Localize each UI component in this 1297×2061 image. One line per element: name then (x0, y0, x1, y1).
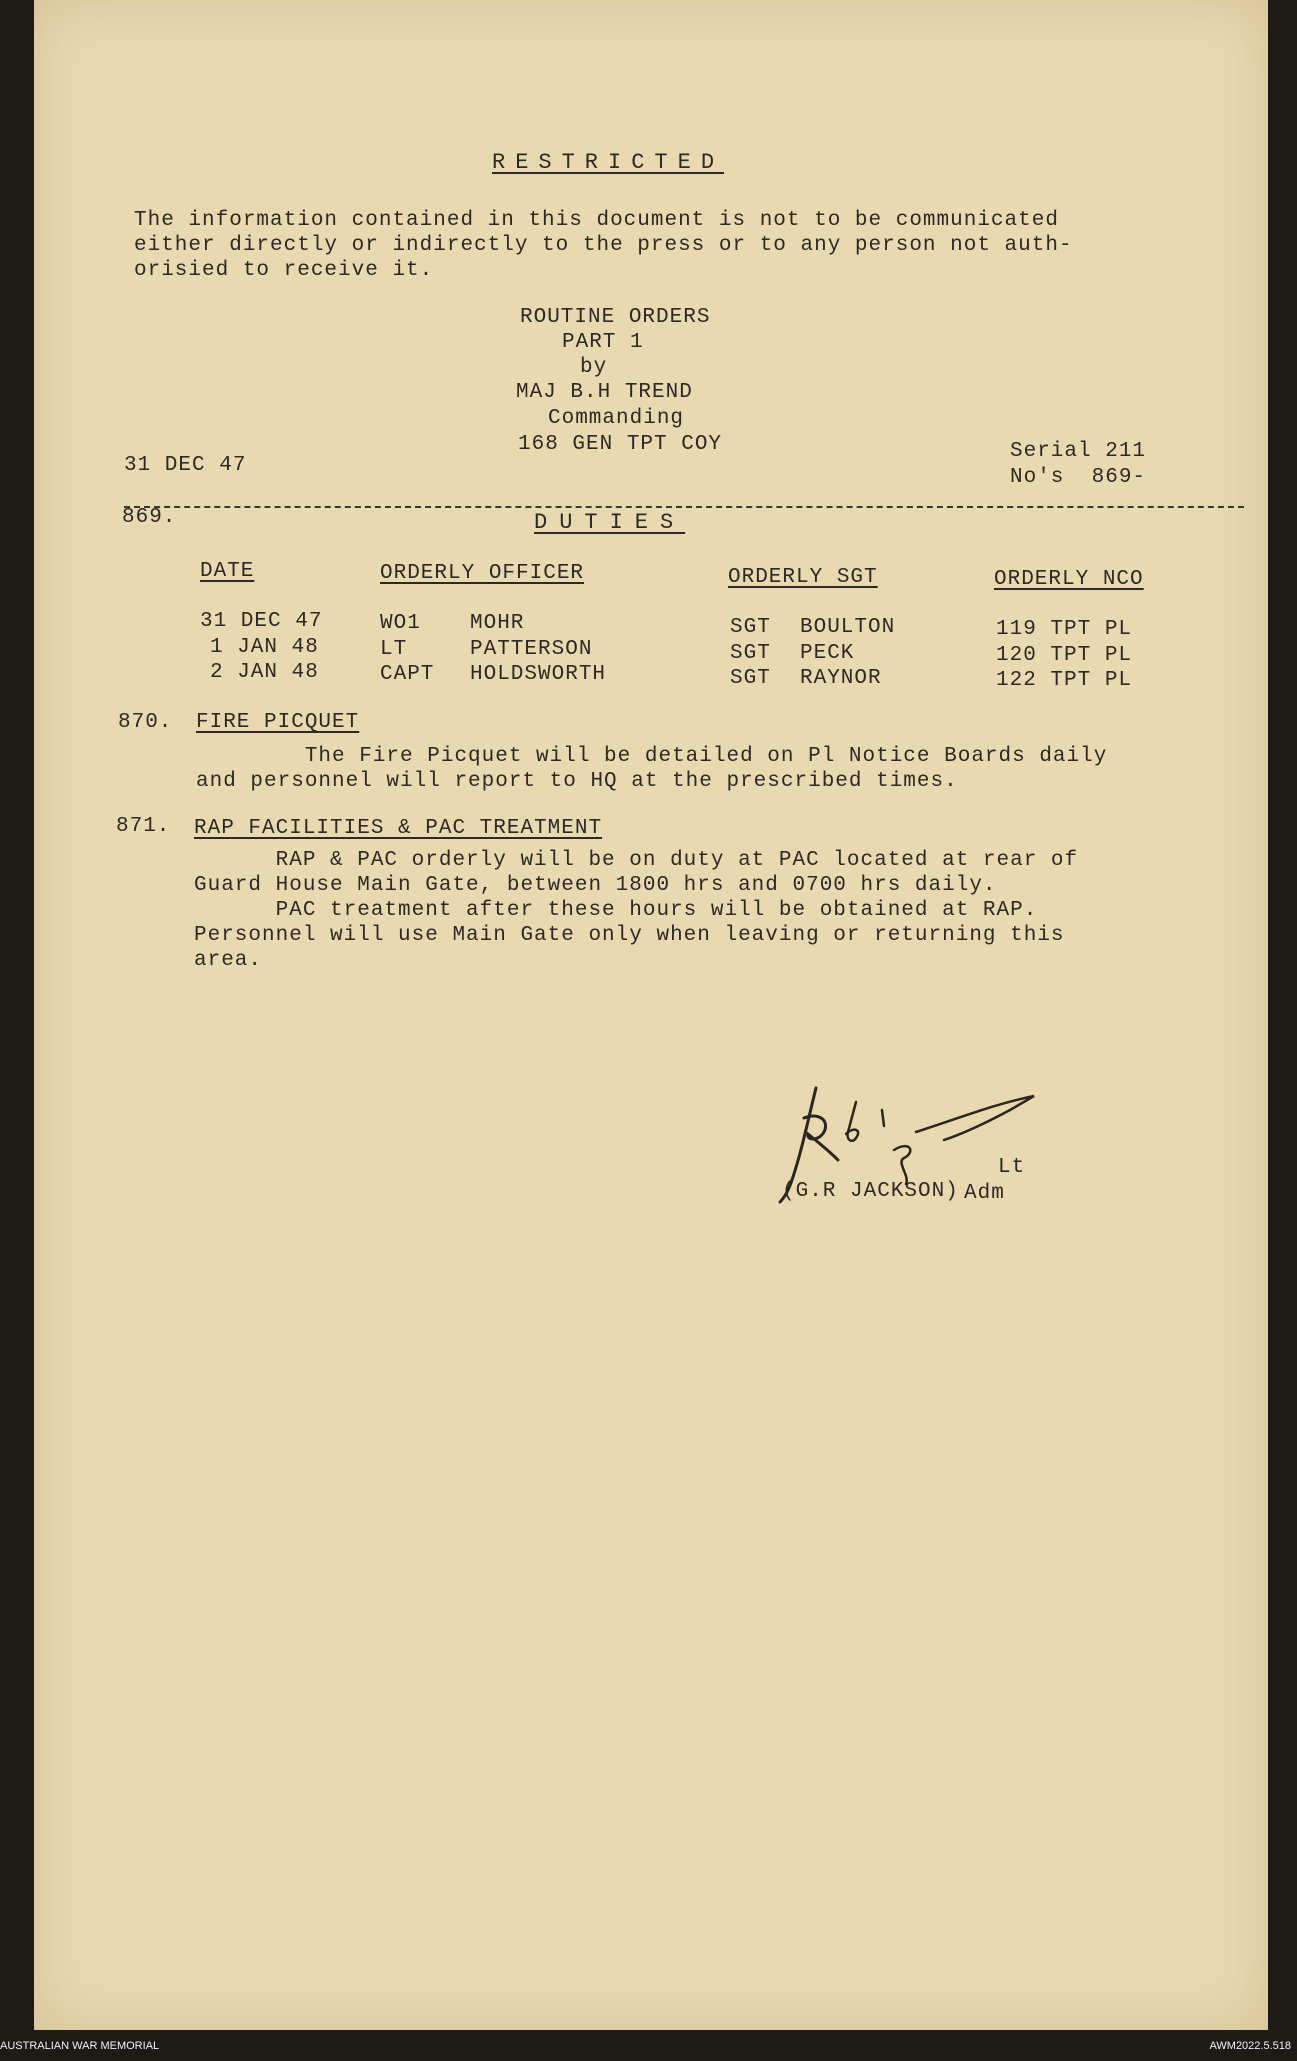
item-871-line-5: area. (194, 949, 263, 972)
row-officer-rank: LT (380, 638, 408, 661)
item-870-number: 870. (118, 711, 173, 734)
column-header-date: DATE (200, 560, 255, 583)
notice-line-1: The information contained in this document is not to be communicated (134, 209, 1059, 232)
row-date: 31 DEC 47 (200, 610, 323, 633)
column-header-orderly-sgt: ORDERLY SGT (728, 566, 878, 589)
signature-icon (734, 1080, 1094, 1230)
row-officer-rank: WO1 (380, 612, 421, 635)
row-nco: 119 TPT PL (996, 618, 1133, 641)
row-officer-name: PATTERSON (470, 638, 593, 661)
serial-line-1: Serial 211 (1010, 440, 1147, 463)
document-page (34, 0, 1268, 2030)
serial-line-2: No's 869- (1010, 466, 1147, 489)
divider-line (124, 506, 1244, 508)
heading-commanding: Commanding (548, 407, 685, 430)
item-870-title: FIRE PICQUET (196, 711, 360, 734)
item-871-line-3: PAC treatment after these hours will be obtained at RAP. (194, 899, 1038, 922)
notice-line-3: orisied to receive it. (134, 259, 434, 282)
footer-source: AUSTRALIAN WAR MEMORIAL (0, 2040, 160, 2052)
row-date: 1 JAN 48 (210, 636, 319, 659)
item-871-line-2: Guard House Main Gate, between 1800 hrs and 0700 hrs daily. (194, 874, 997, 897)
duties-title: DUTIES (534, 510, 686, 535)
item-870-line-1: The Fire Picquet will be detailed on Pl Notice Boards daily (196, 745, 1108, 768)
notice-line-2: either directly or indirectly to the press or to any person not auth- (134, 234, 1073, 257)
signatory-name: (G.R JACKSON) (782, 1180, 959, 1203)
heading-commander: MAJ B.H TREND (516, 381, 693, 404)
row-officer-name: HOLDSWORTH (470, 663, 607, 686)
row-sgt-name: RAYNOR (800, 667, 882, 690)
order-date: 31 DEC 47 (124, 454, 247, 477)
heading-by: by (580, 356, 608, 379)
heading-unit: 168 GEN TPT COY (518, 433, 723, 456)
item-871-line-4: Personnel will use Main Gate only when leaving or returning this (194, 924, 1065, 947)
footer-reference: AWM2022.5.518 (1209, 2040, 1291, 2052)
signatory-role: Adm (964, 1182, 1005, 1205)
column-header-orderly-nco: ORDERLY NCO (994, 568, 1144, 591)
signatory-rank: Lt (998, 1156, 1026, 1179)
row-sgt-rank: SGT (730, 616, 771, 639)
row-sgt-rank: SGT (730, 642, 771, 665)
item-871-title: RAP FACILITIES & PAC TREATMENT (194, 817, 603, 840)
row-officer-rank: CAPT (380, 663, 435, 686)
row-sgt-name: PECK (800, 642, 855, 665)
item-871-line-1: RAP & PAC orderly will be on duty at PAC located at rear of (194, 849, 1079, 872)
row-sgt-name: BOULTON (800, 616, 896, 639)
row-date: 2 JAN 48 (210, 661, 319, 684)
row-nco: 120 TPT PL (996, 644, 1133, 667)
item-870-line-2: and personnel will report to HQ at the prescribed times. (196, 770, 958, 793)
column-header-orderly-officer: ORDERLY OFFICER (380, 562, 585, 585)
row-sgt-rank: SGT (730, 667, 771, 690)
heading-routine-orders: ROUTINE ORDERS (520, 306, 711, 329)
row-nco: 122 TPT PL (996, 669, 1133, 692)
row-officer-name: MOHR (470, 612, 525, 635)
duties-number: 869. (122, 506, 177, 529)
heading-part: PART 1 (562, 331, 644, 354)
item-871-number: 871. (116, 815, 171, 838)
classification-heading: RESTRICTED (492, 150, 725, 175)
